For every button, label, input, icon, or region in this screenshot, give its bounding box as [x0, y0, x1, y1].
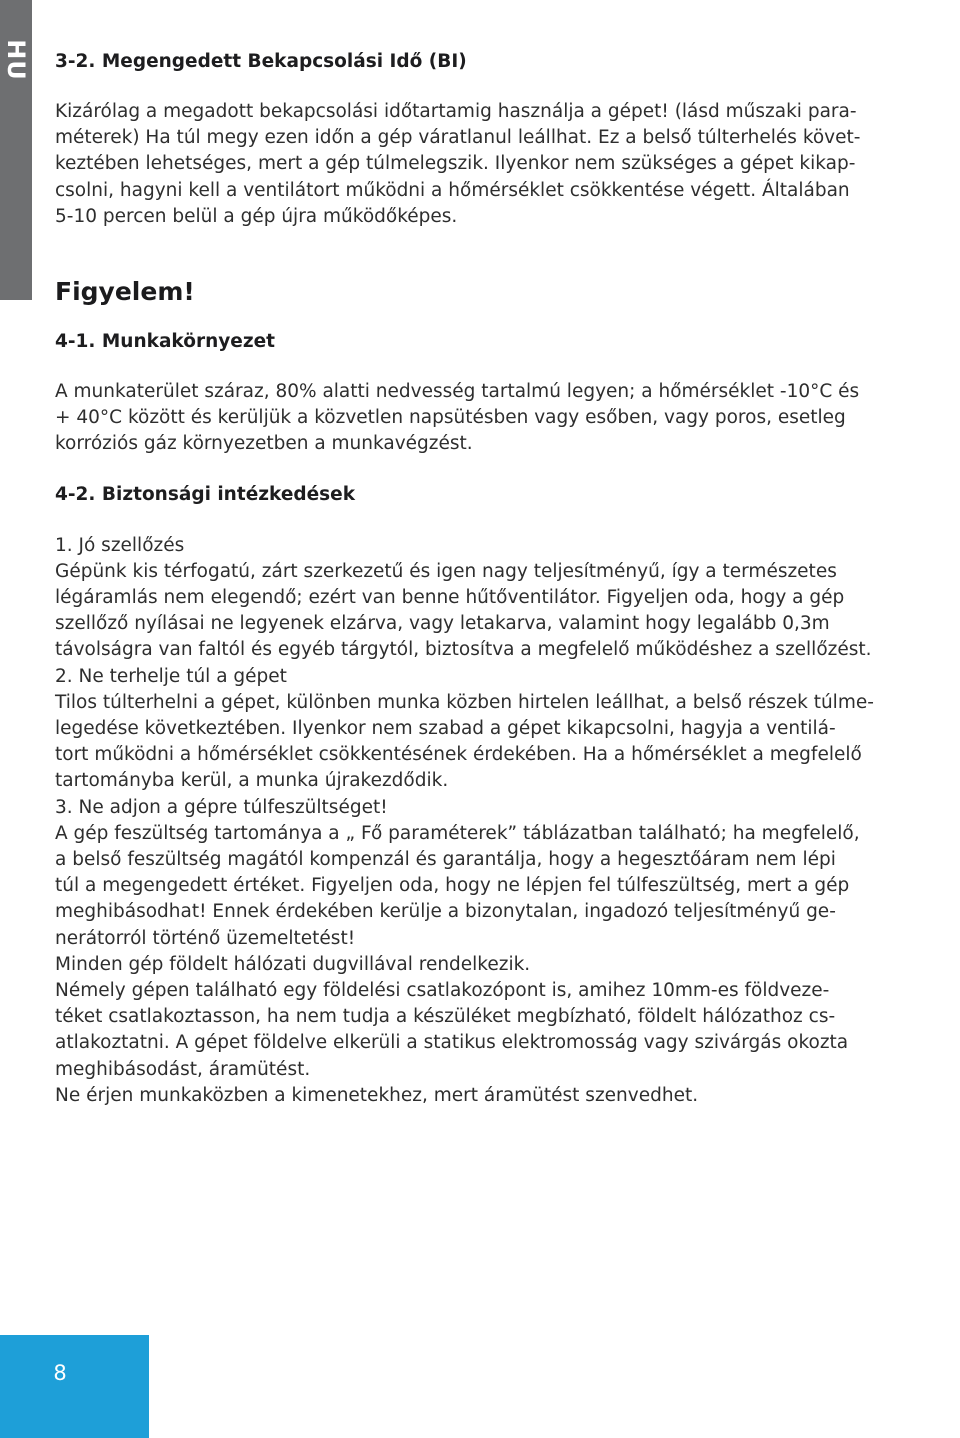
text-line: 3. Ne adjon a gépre túlfeszültséget!: [55, 796, 388, 818]
language-tab-label: HU: [2, 39, 30, 81]
text-line: Gépünk kis térfogatú, zárt szerkezetű és igen nagy teljesítményű, így a természetes: [55, 560, 837, 582]
section-4-1-heading: 4-1. Munkakörnyezet: [55, 331, 276, 353]
text-line: tartományba kerül, a munka újrakezdődik.: [55, 770, 449, 792]
section-4-2-paragraph: [55, 533, 960, 1109]
text-line: méterek) Ha túl megy ezen időn a gép váratlanul leállhat. Ez a belső túlterhelés követ-: [55, 127, 861, 149]
language-side-tab: [0, 0, 32, 300]
section-4-2-heading: 4-2. Biztonsági intézkedések: [55, 483, 356, 505]
text-line: korróziós gáz környezetben a munkavégzést.: [55, 433, 473, 455]
page-content: [55, 49, 960, 1109]
text-line: téket csatlakoztasson, ha nem tudja a készüléket megbízható, földelt hálózathoz cs-: [55, 1006, 836, 1028]
text-line: 5-10 percen belül a gép újra működőképes.: [55, 205, 458, 227]
text-line: nerátorról történő üzemeltetést!: [55, 927, 356, 949]
text-line: szellőző nyílásai ne legyenek elzárva, vagy letakarva, valamint hogy legalább 0,3m: [55, 613, 830, 635]
text-line: keztében lehetséges, mert a gép túlmelegszik. Ilyenkor nem szükséges a gépet kikap-: [55, 153, 856, 175]
text-line: + 40°C között és kerüljük a közvetlen napsütésben vagy esőben, vagy poros, esetleg: [55, 407, 846, 429]
text-line: A gép feszültség tartománya a „ Fő paraméterek” táblázatban található; ha megfelelő,: [55, 822, 860, 844]
text-line: csolni, hagyni kell a ventilátort működni a hőmérséklet csökkentése végett. Általában: [55, 179, 850, 201]
text-line: Némely gépen található egy földelési csatlakozópont is, amihez 10mm-es földveze-: [55, 980, 830, 1002]
text-line: meghibásodást, áramütést.: [55, 1058, 311, 1080]
text-line: tort működni a hőmérséklet csökkentésének érdekében. Ha a hőmérséklet a megfelelő: [55, 744, 862, 766]
section-3-2-paragraph: [55, 99, 960, 230]
text-line: túl a megengedett értéket. Figyeljen oda, hogy ne lépjen fel túlfeszültség, mert a gép: [55, 875, 850, 897]
text-line: A munkaterület száraz, 80% alatti nedvesség tartalmú legyen; a hőmérséklet -10°C és: [55, 381, 860, 403]
text-line: távolságra van faltól és egyéb tárgytól, biztosítva a megfelelő működéshez a szellőzést.: [55, 639, 872, 661]
text-line: Minden gép földelt hálózati dugvillával rendelkezik.: [55, 953, 531, 975]
text-line: atlakoztatni. A gépet földelve elkerüli a statikus elektromosság vagy szivárgás okozta: [55, 1032, 849, 1054]
text-line: legedése következtében. Ilyenkor nem szabad a gépet kikapcsolni, hagyja a ventilá-: [55, 718, 836, 740]
section-3-2-heading: 3-2. Megengedett Bekapcsolási Idő (BI): [55, 51, 467, 72]
page-number: 8: [53, 1361, 67, 1385]
text-line: Ne érjen munkaközben a kimenetekhez, mert áramütést szenvedhet.: [55, 1084, 699, 1106]
text-line: légáramlás nem elegendő; ezért van benne hűtőventilátor. Figyeljen oda, hogy a gép: [55, 587, 845, 609]
section-4-1-paragraph: [55, 379, 960, 458]
text-line: 1. Jó szellőzés: [55, 534, 185, 556]
text-line: a belső feszültség magától kompenzál és garantálja, hogy a hegesztőáram nem lépi: [55, 849, 836, 871]
text-line: Kizárólag a megadott bekapcsolási időtartamig használja a gépet! (lásd műszaki para-: [55, 101, 857, 122]
text-line: 2. Ne terhelje túl a gépet: [55, 665, 287, 687]
text-line: Tilos túlterhelni a gépet, különben munka közben hirtelen leállhat, a belső részek túlme-: [55, 691, 874, 713]
attention-heading: Figyelem!: [55, 277, 195, 307]
page-number-box: [0, 1335, 149, 1438]
text-line: meghibásodhat! Ennek érdekében kerülje a bizonytalan, ingadozó teljesítményű ge-: [55, 901, 836, 923]
